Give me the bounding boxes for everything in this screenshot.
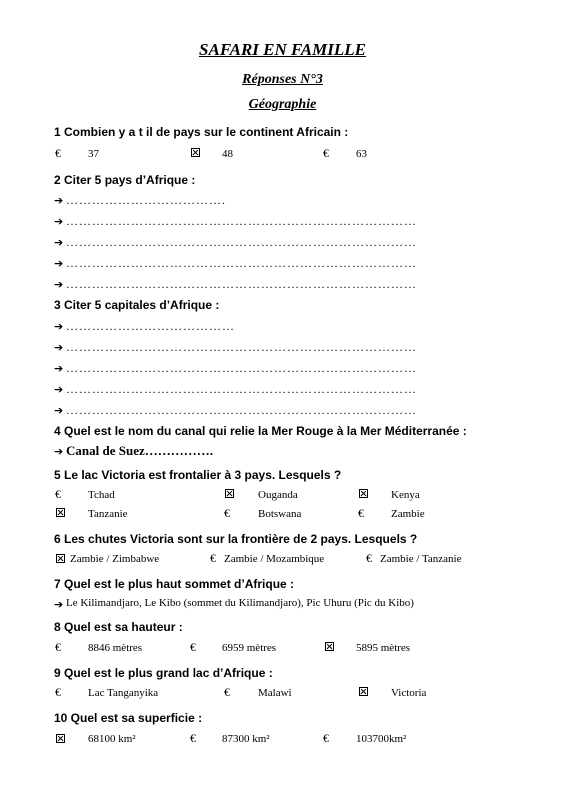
question-4: 4 Quel est le nom du canal qui relie la Mer Rouge à la Mer Méditerranée : (54, 424, 467, 438)
arrow-icon: ➔ (54, 404, 64, 417)
question-2: 2 Citer 5 pays d’Afrique : (54, 173, 196, 187)
question-5: 5 Le lac Victoria est frontalier à 3 pays. Lesquels ? (54, 468, 342, 482)
answer-blank: ……………………………………………………………………… (66, 382, 417, 396)
unchecked-box-icon: € (55, 685, 61, 699)
answer-blank: ……………………………………………………………………… (66, 340, 417, 354)
arrow-icon: ➔ (54, 362, 64, 375)
q5-option-tchad: Tchad (88, 489, 115, 501)
checked-box-icon (359, 687, 368, 696)
q4-answer: Canal de Suez……………. (66, 443, 213, 458)
q1-option-2: 48 (222, 148, 233, 160)
checked-box-icon (191, 148, 200, 157)
checked-box-icon (56, 508, 65, 517)
answer-blank: ……………………………………………………………………… (66, 256, 417, 270)
arrow-icon: ➔ (54, 194, 64, 207)
answer-blank: ……………………………………………………………………… (66, 361, 417, 375)
q8-option-3: 5895 mètres (356, 642, 411, 654)
arrow-icon: ➔ (54, 445, 64, 458)
answer-blank: ……………………………………………………………………… (66, 214, 417, 228)
answer-blank: ……………………………………………………………………… (66, 235, 417, 249)
q10-option-3: 103700km² (356, 733, 407, 745)
unchecked-box-icon: € (323, 146, 329, 160)
unchecked-box-icon: € (55, 146, 61, 160)
arrow-icon: ➔ (54, 257, 64, 270)
document-title: SAFARI EN FAMILLE (199, 40, 366, 59)
q9-option-1: Lac Tanganyika (88, 687, 159, 699)
question-10: 10 Quel est sa superficie : (54, 711, 203, 725)
unchecked-box-icon: € (323, 731, 329, 745)
question-9: 9 Quel est le plus grand lac d’Afrique : (54, 666, 273, 680)
q5-option-tanzanie: Tanzanie (88, 508, 128, 520)
checked-box-icon (56, 554, 65, 563)
q7-answer: Le Kilimandjaro, Le Kibo (sommet du Kilimandjaro), Pic Uhuru (Pic du Kibo) (66, 597, 414, 609)
checked-box-icon (225, 489, 234, 498)
answer-blank: ……………………………………………………………………… (66, 277, 417, 291)
unchecked-box-icon: € (190, 640, 196, 654)
q8-option-2: 6959 mètres (222, 642, 277, 654)
question-3: 3 Citer 5 capitales d’Afrique : (54, 298, 220, 312)
q6-option-1: Zambie / Zimbabwe (70, 553, 160, 565)
q6-option-3: Zambie / Tanzanie (380, 553, 462, 565)
q8-option-1: 8846 mètres (88, 642, 143, 654)
arrow-icon: ➔ (54, 236, 64, 249)
q6-option-2: Zambie / Mozambique (224, 553, 325, 565)
unchecked-box-icon: € (224, 506, 230, 520)
answer-blank: ……………………………………………………………………… (66, 403, 417, 417)
q5-option-ouganda: Ouganda (258, 489, 298, 501)
unchecked-box-icon: € (190, 731, 196, 745)
arrow-icon: ➔ (54, 320, 64, 333)
q1-option-3: 63 (356, 148, 367, 160)
section-heading: Géographie (248, 97, 317, 112)
arrow-icon: ➔ (54, 278, 64, 291)
q9-option-3: Victoria (391, 687, 427, 699)
arrow-icon: ➔ (54, 215, 64, 228)
q9-option-2: Malawi (258, 687, 292, 699)
document-subtitle: Réponses N°3 (242, 72, 323, 87)
q5-option-botswana: Botswana (258, 508, 302, 520)
checked-box-icon (359, 489, 368, 498)
unchecked-box-icon: € (55, 487, 61, 501)
checked-box-icon (56, 734, 65, 743)
q1-option-1: 37 (88, 148, 99, 160)
question-7: 7 Quel est le plus haut sommet d’Afrique : (54, 577, 295, 591)
unchecked-box-icon: € (224, 685, 230, 699)
unchecked-box-icon: € (55, 640, 61, 654)
answer-blank: ………………………………… (66, 319, 235, 333)
arrow-icon: ➔ (54, 598, 64, 611)
unchecked-box-icon: € (210, 551, 216, 565)
checked-box-icon (325, 642, 334, 651)
q10-option-1: 68100 km² (88, 733, 136, 745)
arrow-icon: ➔ (54, 341, 64, 354)
question-8: 8 Quel est sa hauteur : (54, 620, 183, 634)
q5-option-kenya: Kenya (391, 489, 420, 501)
unchecked-box-icon: € (366, 551, 372, 565)
q5-option-zambie: Zambie (391, 508, 425, 520)
question-1: 1 Combien y a t il de pays sur le continent Africain : (54, 125, 349, 139)
question-6: 6 Les chutes Victoria sont sur la frontière de 2 pays. Lesquels ? (54, 532, 418, 546)
answer-blank: ………………………………. (66, 193, 226, 207)
unchecked-box-icon: € (358, 506, 364, 520)
q10-option-2: 87300 km² (222, 733, 270, 745)
arrow-icon: ➔ (54, 383, 64, 396)
